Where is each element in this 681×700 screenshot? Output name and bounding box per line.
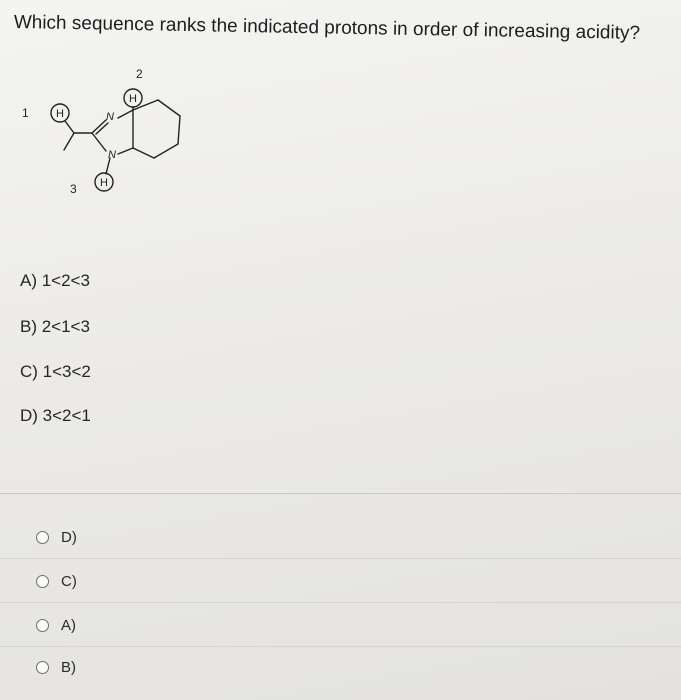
skeleton-bonds <box>64 100 180 174</box>
nitrogen-upper: N <box>106 111 114 123</box>
choice-a: A) 1<2<3 <box>20 271 90 290</box>
proton-2-marker <box>124 89 142 107</box>
radio-button[interactable] <box>36 575 49 588</box>
option-divider <box>0 602 681 603</box>
answer-label: D) <box>61 528 77 546</box>
nitrogen-lower: N <box>108 149 116 161</box>
choice-d: D) 3<2<1 <box>20 406 91 425</box>
proton-3-marker <box>95 173 113 191</box>
molecule-structure <box>18 58 198 198</box>
answer-option-a[interactable] <box>36 614 76 636</box>
answer-option-c[interactable] <box>36 570 77 592</box>
option-divider <box>0 558 681 559</box>
radio-button[interactable] <box>36 661 49 674</box>
radio-button[interactable] <box>36 619 49 632</box>
proton-1-marker <box>51 104 69 122</box>
proton-3-h: H <box>100 177 108 189</box>
answer-option-d[interactable] <box>36 526 77 548</box>
proton-1-h: H <box>56 108 64 120</box>
question-text: Which sequence ranks the indicated protons in order of increasing acidity? <box>13 12 641 44</box>
choice-c: C) 1<3<2 <box>20 362 91 381</box>
proton-label-3: 3 <box>70 182 77 196</box>
answer-label: C) <box>61 572 77 590</box>
choice-b: B) 2<1<3 <box>20 317 90 336</box>
proton-label-2: 2 <box>136 67 143 81</box>
answer-label: A) <box>61 616 76 634</box>
answer-label: B) <box>61 658 76 676</box>
option-divider <box>0 646 681 647</box>
proton-label-1: 1 <box>22 106 29 120</box>
answer-divider <box>0 493 681 494</box>
proton-2-h: H <box>129 93 137 105</box>
answer-option-b[interactable] <box>36 656 76 678</box>
radio-button[interactable] <box>36 531 49 544</box>
